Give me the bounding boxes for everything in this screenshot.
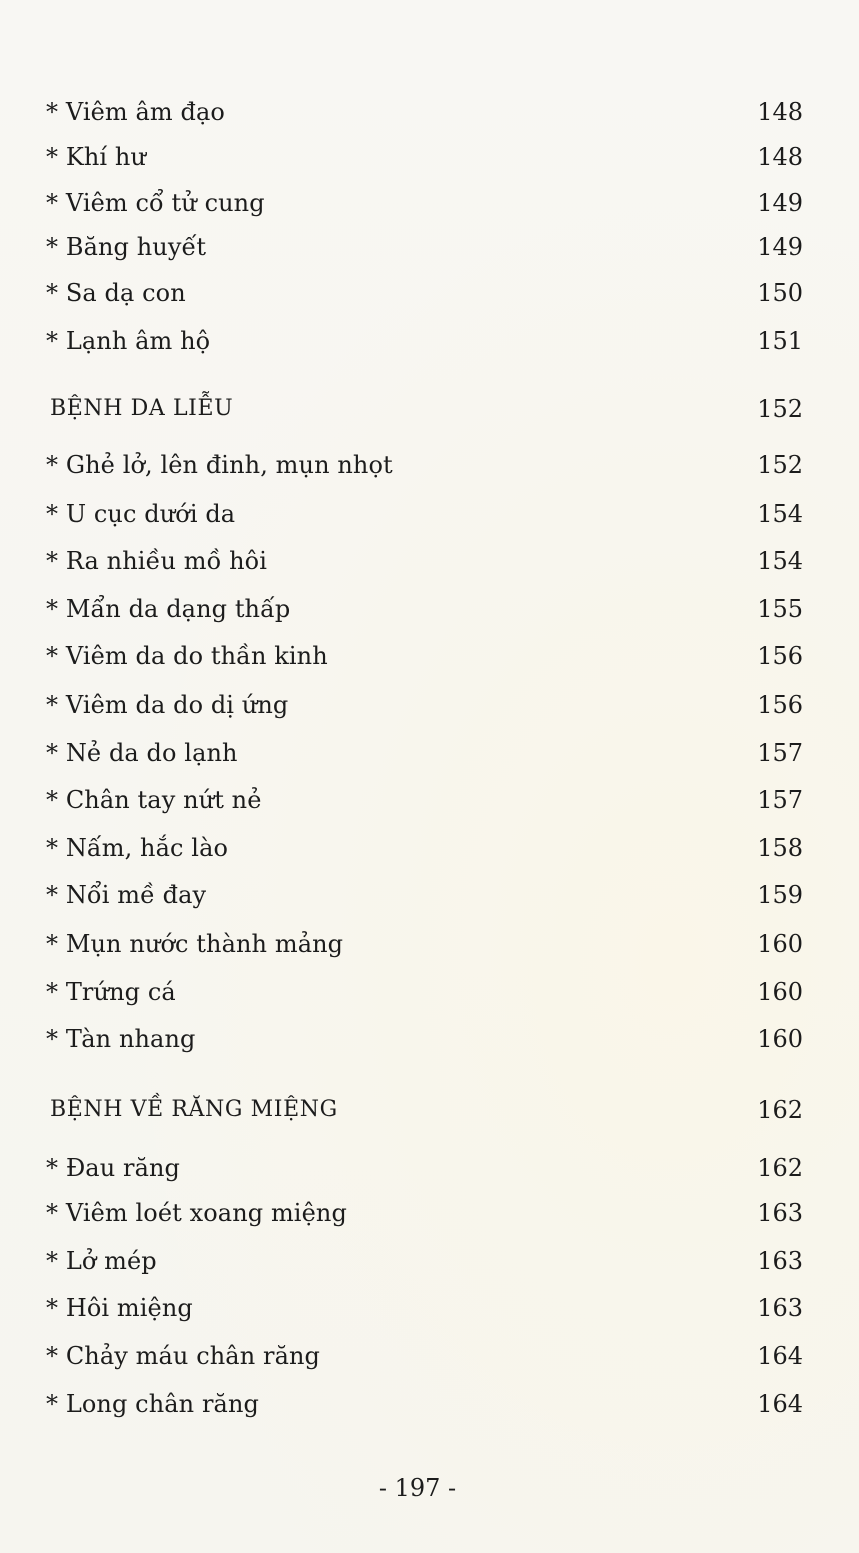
toc-entry <box>0 1288 859 1328</box>
entry-title: * Chảy máu chân răng <box>46 1342 320 1370</box>
entry-title: * Viêm da do dị ứng <box>46 691 289 719</box>
entry-title: * Ra nhiều mồ hôi <box>46 547 267 575</box>
entry-page-number: 162 <box>757 1154 803 1182</box>
toc-entry <box>0 227 859 267</box>
entry-title: * Viêm âm đạo <box>46 98 225 126</box>
entry-page-number: 149 <box>757 189 803 217</box>
toc-entry <box>0 875 859 915</box>
entry-title: * Viêm loét xoang miệng <box>46 1199 347 1227</box>
entry-page-number: 157 <box>757 786 803 814</box>
toc-entry <box>0 137 859 177</box>
entry-page-number: 159 <box>757 881 803 909</box>
entry-page-number: 155 <box>757 595 803 623</box>
entry-title: * Băng huyết <box>46 233 207 261</box>
toc-entry <box>0 445 859 485</box>
entry-title: * Lở mép <box>46 1247 157 1275</box>
entry-title: * Sa dạ con <box>46 279 186 307</box>
entry-title: * Long chân răng <box>46 1390 259 1418</box>
toc-entry <box>0 494 859 534</box>
toc-entry <box>0 1336 859 1376</box>
toc-entry <box>0 1241 859 1281</box>
entry-page-number: 164 <box>757 1342 803 1370</box>
entry-page-number: 148 <box>757 98 803 126</box>
toc-entry <box>0 924 859 964</box>
entry-page-number: 149 <box>757 233 803 261</box>
entry-title: * Mẩn da dạng thấp <box>46 595 291 623</box>
entry-title: * Nẻ da do lạnh <box>46 739 238 767</box>
toc-section-heading <box>0 1090 859 1130</box>
toc-entry <box>0 828 859 868</box>
toc-entry <box>0 972 859 1012</box>
entry-page-number: 154 <box>757 547 803 575</box>
toc-entry <box>0 1019 859 1059</box>
entry-title: * Tàn nhang <box>46 1025 196 1053</box>
entry-page-number: 148 <box>757 143 803 171</box>
entry-page-number: 158 <box>757 834 803 862</box>
entry-page-number: 152 <box>757 451 803 479</box>
entry-title: * Chân tay nứt nẻ <box>46 786 262 814</box>
entry-page-number: 151 <box>757 327 803 355</box>
section-title: BỆNH DA LIỄU <box>50 396 234 421</box>
entry-title: * Lạnh âm hộ <box>46 327 211 355</box>
entry-page-number: 150 <box>757 279 803 307</box>
toc-entry <box>0 321 859 361</box>
toc-entry <box>0 1193 859 1233</box>
section-title: BỆNH VỀ RĂNG MIỆNG <box>50 1097 338 1122</box>
toc-entry <box>0 92 859 132</box>
toc-entry <box>0 685 859 725</box>
toc-entry <box>0 733 859 773</box>
entry-page-number: 164 <box>757 1390 803 1418</box>
entry-title: * Nấm, hắc lào <box>46 834 229 862</box>
toc-entry <box>0 273 859 313</box>
entry-title: * Viêm cổ tử cung <box>46 189 265 217</box>
entry-page-number: 162 <box>757 1096 803 1124</box>
entry-page-number: 157 <box>757 739 803 767</box>
entry-title: * Ghẻ lở, lên đinh, mụn nhọt <box>46 451 393 479</box>
entry-page-number: 156 <box>757 691 803 719</box>
toc-entry <box>0 780 859 820</box>
entry-page-number: 160 <box>757 978 803 1006</box>
entry-page-number: 152 <box>757 395 803 423</box>
toc-section-heading <box>0 389 859 429</box>
toc-entry <box>0 1148 859 1188</box>
entry-page-number: 163 <box>757 1294 803 1322</box>
toc-entry <box>0 541 859 581</box>
toc-entry <box>0 589 859 629</box>
entry-page-number: 160 <box>757 930 803 958</box>
toc-entry <box>0 1384 859 1424</box>
entry-page-number: 163 <box>757 1247 803 1275</box>
entry-title: * Khí hư <box>46 143 147 171</box>
entry-title: * U cục dưới da <box>46 500 236 528</box>
entry-title: * Hôi miệng <box>46 1294 193 1322</box>
entry-page-number: 163 <box>757 1199 803 1227</box>
page-number-footer: - 197 - <box>378 1474 457 1502</box>
entry-title: * Đau răng <box>46 1154 180 1182</box>
entry-title: * Trứng cá <box>46 978 176 1006</box>
entry-title: * Nổi mề đay <box>46 881 207 909</box>
entry-title: * Mụn nước thành mảng <box>46 930 344 958</box>
entry-title: * Viêm da do thần kinh <box>46 642 328 670</box>
entry-page-number: 156 <box>757 642 803 670</box>
entry-page-number: 154 <box>757 500 803 528</box>
toc-entry <box>0 183 859 223</box>
toc-entry <box>0 636 859 676</box>
entry-page-number: 160 <box>757 1025 803 1053</box>
